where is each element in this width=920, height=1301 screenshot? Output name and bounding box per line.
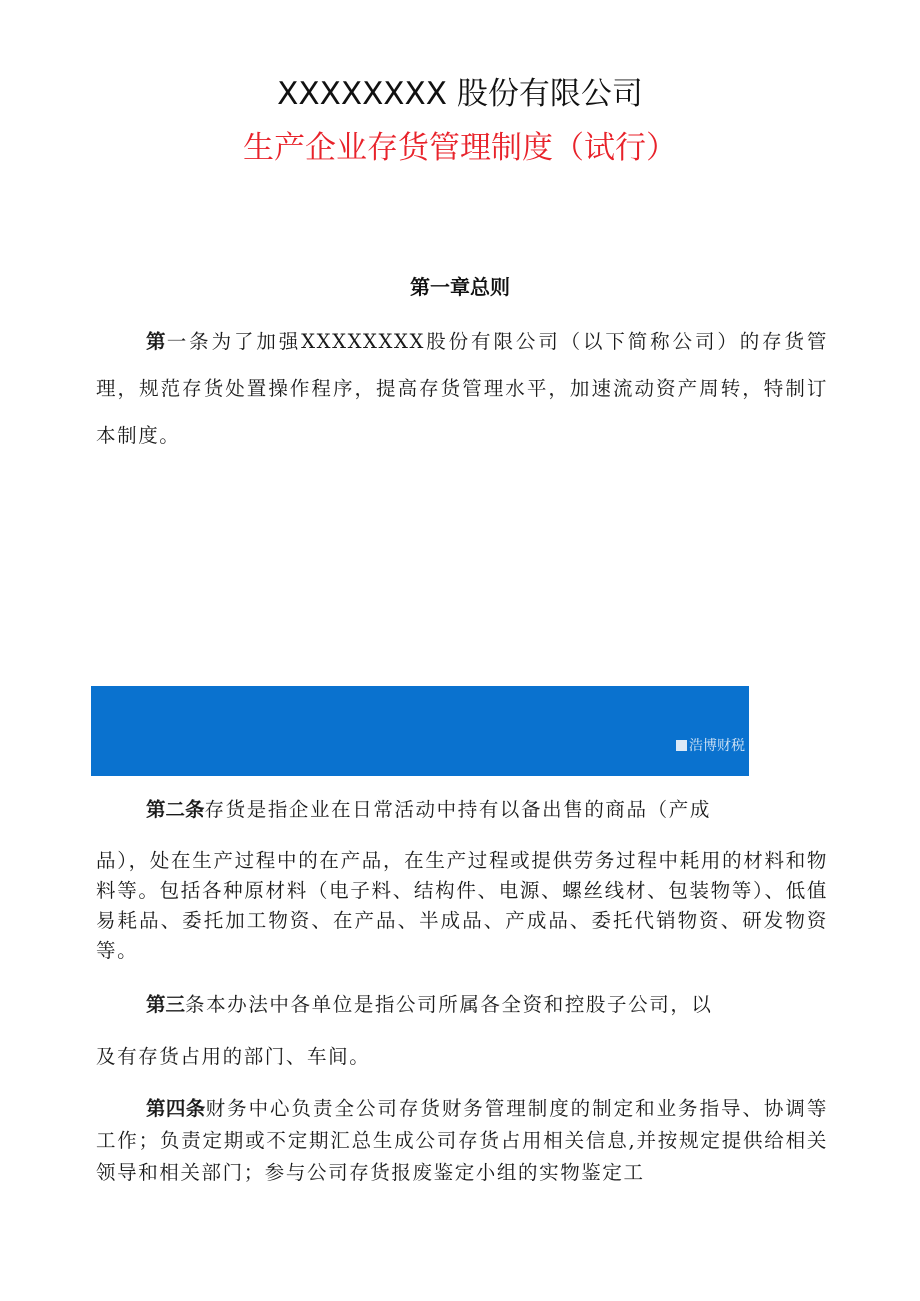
article-2-first-line (96, 793, 828, 827)
square-icon (676, 740, 687, 751)
article-3-body: 及有存货占用的部门、车间。 (96, 1045, 371, 1068)
article-4-text: 财务中心负责全公司存货财务管理制度的制定和业务指导、协调等工作；负责定期或不定期汇总生成公司存货占用相关信息,并按规定提供给相关领导和相关部门；参与公司存货报废鉴定小组的实物鉴定工 (96, 1097, 828, 1184)
chapter-title: 第一章总则 (410, 275, 510, 299)
document-title: 生产企业存货管理制度（试行） (243, 130, 677, 166)
article-3-text-line1: 条本办法中各单位是指公司所属各全资和控股子公司，以 (185, 993, 713, 1016)
article-4 (96, 1093, 828, 1189)
article-1 (96, 318, 828, 459)
ad-banner (91, 686, 749, 776)
article-2-body: 品），处在生产过程中的在产品，在生产过程或提供劳务过程中耗用的材料和物料等。包括各种原材料（电子料、结构件、电源、螺丝线材、包装物等）、低值易耗品、委托加工物资、在产品、半成品、产成品、委托代销物资、研发物资等。 (96, 849, 828, 962)
article-4-lead: 第四条 (146, 1097, 206, 1120)
banner-brand-text: 浩博财税 (689, 738, 745, 754)
article-3-lead: 第三 (146, 993, 186, 1016)
article-2-lead: 第二条 (146, 798, 205, 821)
article-3-first-line (96, 988, 828, 1022)
banner-brand (676, 735, 745, 755)
company-name: XXXXXXXX 股份有限公司 (277, 76, 643, 112)
article-2-text-line1: 存货是指企业在日常活动中持有以备出售的商品（产成 (204, 798, 711, 821)
article-1-lead: 第 (146, 330, 167, 353)
article-1-text: 一条为了加强XXXXXXXX股份有限公司（以下简称公司）的存货管理，规范存货处置操作程序，提高存货管理水平，加速流动资产周转，特制订本制度。 (96, 330, 828, 447)
